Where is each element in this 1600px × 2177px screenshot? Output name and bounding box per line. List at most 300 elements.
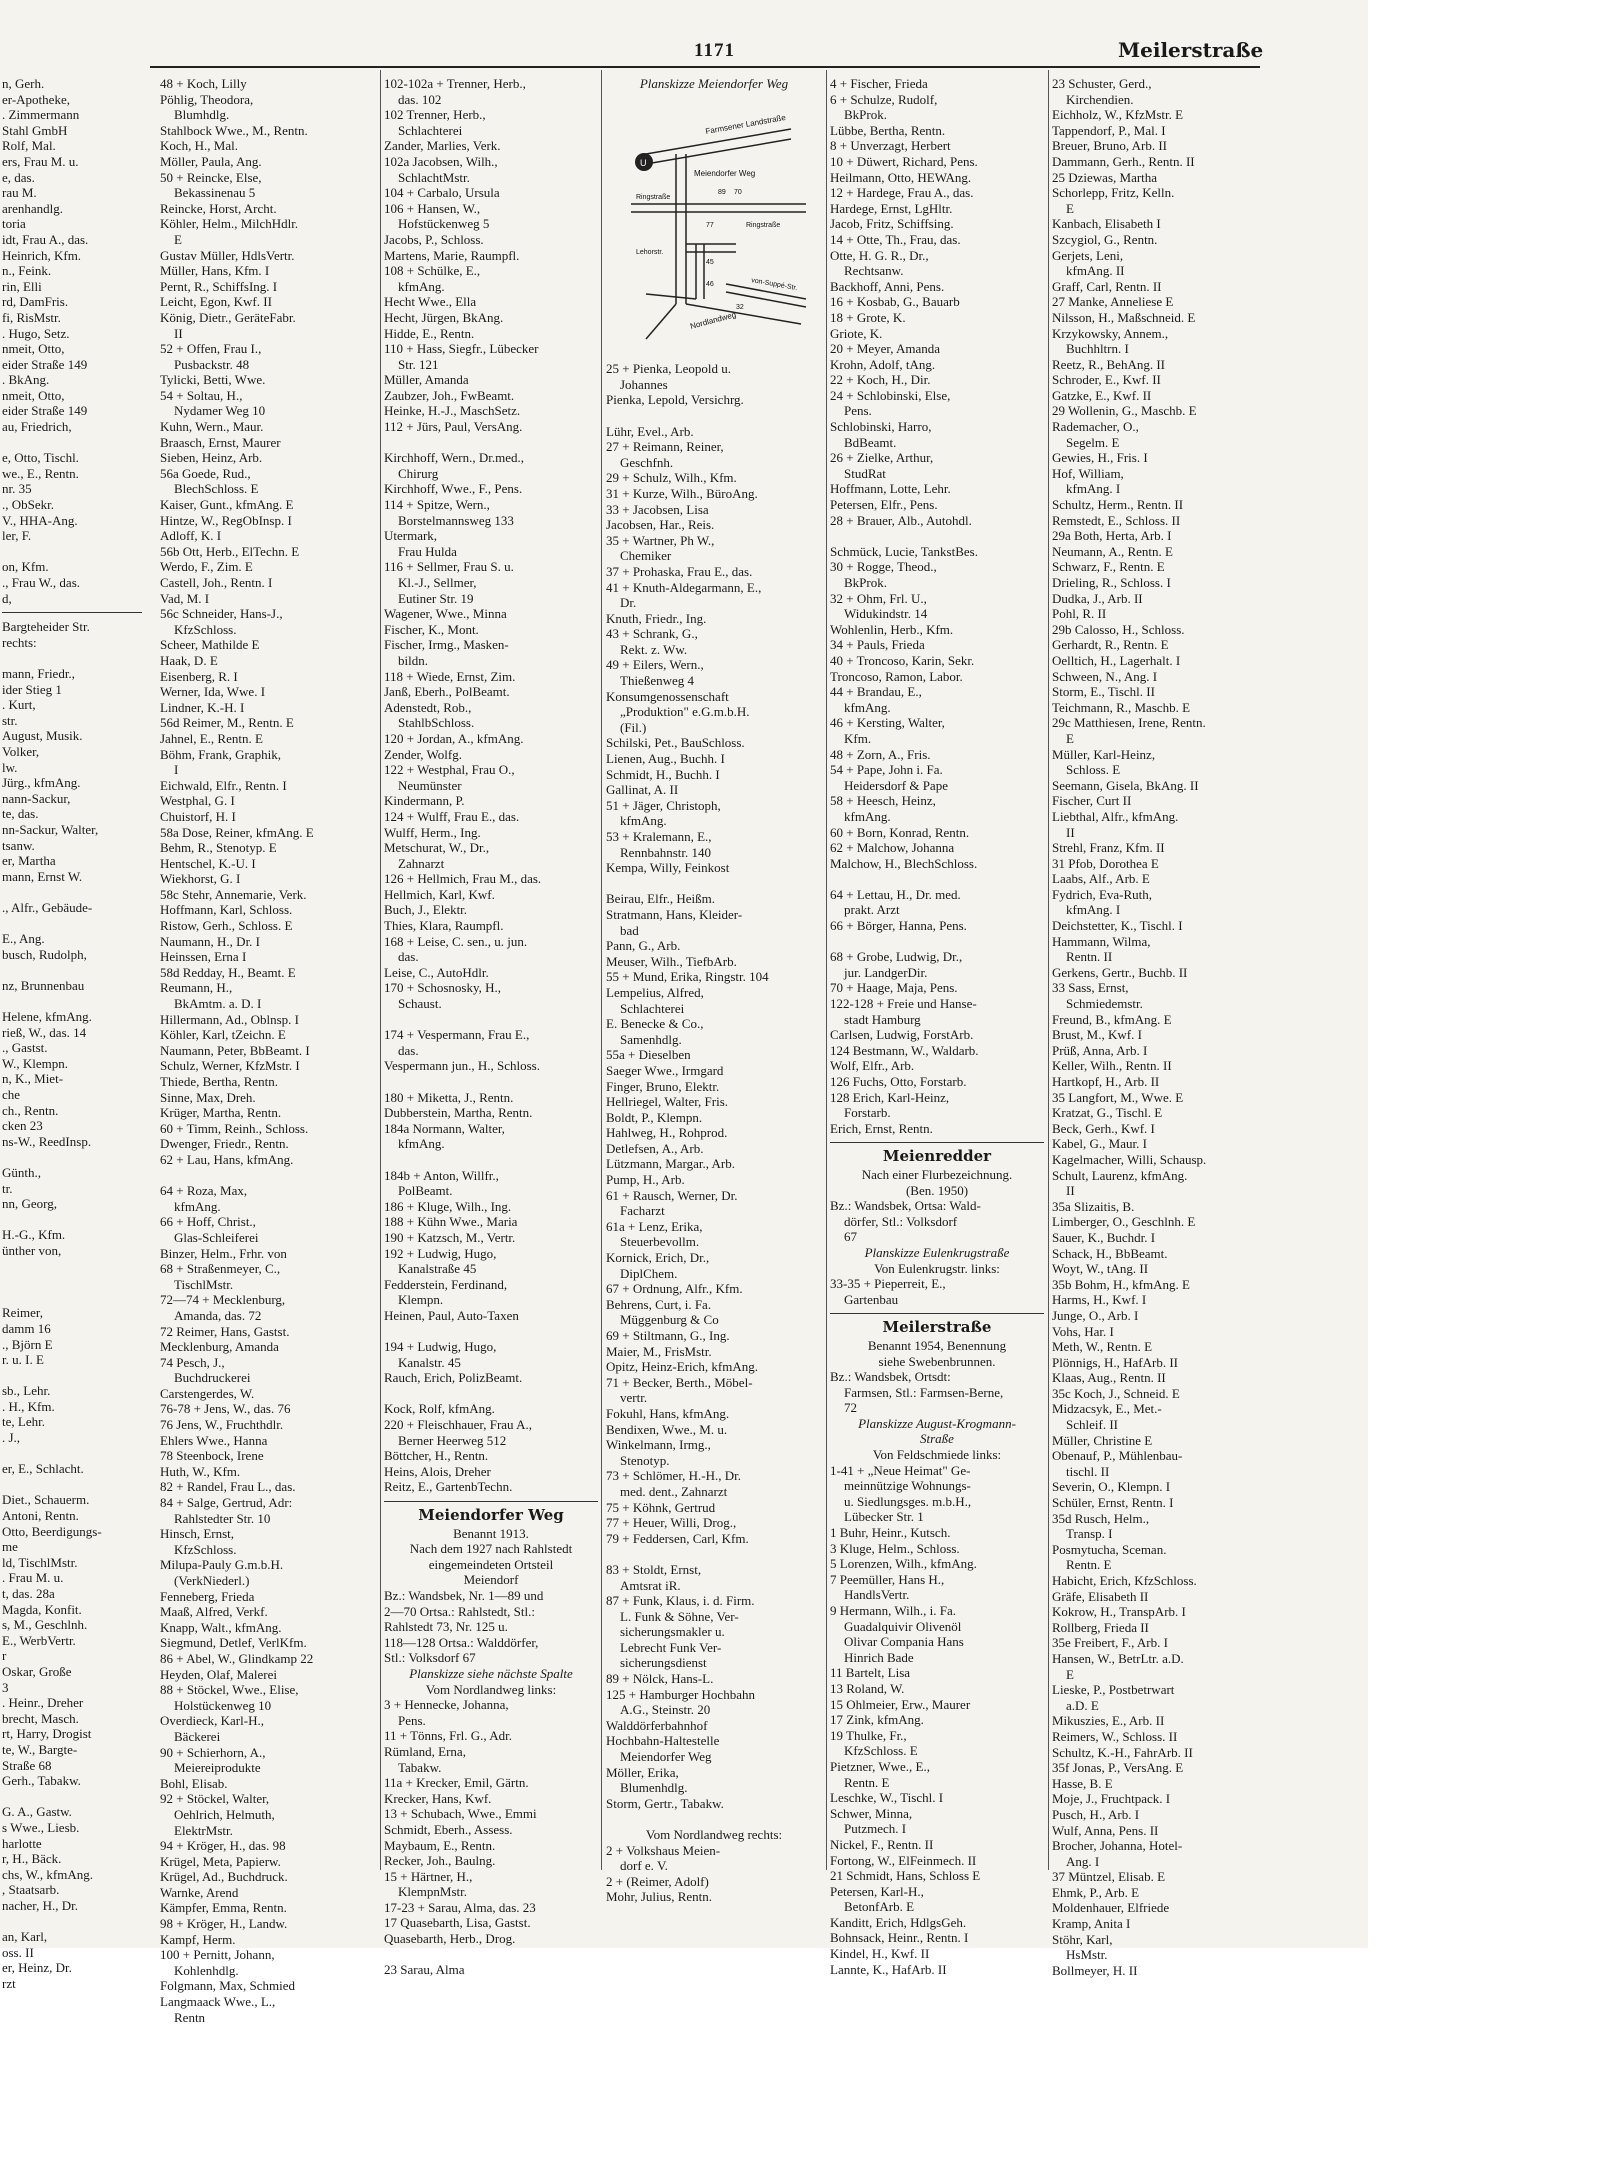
directory-entry: 54 + Soltau, H., [160, 387, 243, 403]
directory-entry: Rentn [174, 2009, 206, 2025]
directory-entry: 17 Zink, kfmAng. [830, 1712, 924, 1728]
map-label: 45 [706, 258, 714, 266]
directory-entry: Schloss. E [1066, 762, 1121, 778]
directory-entry: tischl. II [1066, 1463, 1110, 1479]
directory-entry: 29 Wollenin, G., Maschb. E [1052, 403, 1197, 419]
street-heading: Meienredder [882, 1147, 992, 1166]
directory-entry: Heinssen, Erna I [160, 949, 247, 965]
directory-entry [2, 435, 142, 451]
directory-entry: 188 + Kühn Wwe., Maria [384, 1214, 518, 1230]
directory-entry: 29a Both, Herta, Arb. I [1052, 528, 1172, 544]
directory-entry: 29b Calosso, H., Schloss. [1052, 621, 1185, 637]
directory-entry: ld, TischlMstr. [2, 1554, 78, 1570]
directory-entry: we., E., Rentn. [2, 465, 79, 481]
section-divider [830, 1313, 1044, 1314]
map-label: von-Suppé-Str. [750, 276, 798, 292]
directory-entry: 190 + Katzsch, M., Vertr. [384, 1229, 516, 1245]
directory-entry: Szcygiol, G., Rentn. [1052, 231, 1158, 247]
directory-entry: Schultz, K.-H., FahrArb. II [1052, 1744, 1193, 1760]
directory-entry: Bekassinenau 5 [174, 185, 256, 201]
directory-entry: 64 + Roza, Max, [160, 1183, 248, 1199]
map-label: Farmsener Landstraße [704, 112, 787, 136]
directory-entry: 75 + Köhnk, Gertrud [606, 1499, 716, 1515]
directory-entry: Reimers, W., Schloss. II [1052, 1728, 1178, 1744]
directory-entry: Overdieck, Karl-H., [160, 1713, 264, 1729]
directory-entry: rin, Elli [2, 278, 42, 294]
directory-entry: Zender, Wolfg. [384, 746, 462, 762]
directory-entry: Dammann, Gerh., Rentn. II [1052, 153, 1195, 169]
directory-entry: Stenotyp. [620, 1452, 670, 1468]
directory-entry: Gallinat, A. II [606, 782, 679, 798]
directory-entry: Chemiker [620, 548, 672, 564]
directory-entry: Pienka, Lepold, Versichrg. [606, 392, 744, 408]
directory-entry: Kock, Rolf, kfmAng. [384, 1401, 495, 1417]
directory-entry [2, 884, 142, 900]
directory-entry: 35d Rusch, Helm., [1052, 1510, 1150, 1526]
directory-entry: Eichwald, Elfr., Rentn. I [160, 777, 287, 793]
directory-entry: Facharzt [620, 1203, 665, 1219]
directory-entry: BkProk. [844, 575, 887, 590]
directory-entry: Jacob, Fritz, Schiffsing. [830, 216, 954, 232]
directory-entry: Heilmann, Otto, HEWAng. [830, 169, 972, 185]
directory-entry: sb., Lehr. [2, 1383, 51, 1399]
directory-entry: Thies, Klara, Raumpfl. [384, 918, 504, 934]
directory-entry: Strehl, Franz, Kfm. II [1052, 840, 1165, 856]
directory-entry: kfmAng. I [1066, 902, 1121, 918]
directory-entry: Gartenbau [844, 1291, 899, 1307]
directory-entry: Geschfnh. [620, 454, 674, 470]
directory-entry: ., Björn E [2, 1336, 53, 1352]
directory-entry: tsanw. [2, 837, 35, 853]
directory-entry: Möller, Paula, Ang. [160, 153, 262, 169]
directory-entry: Putzmech. I [844, 1821, 907, 1837]
directory-entry: 66 + Hoff, Christ., [160, 1214, 256, 1230]
directory-entry: Kuhn, Wern., Maur. [160, 419, 264, 435]
directory-entry: Fischer, Curt II [1052, 793, 1132, 809]
directory-entry: Amtsrat iR. [620, 1577, 681, 1593]
directory-entry: H.-G., Kfm. [2, 1227, 66, 1243]
directory-entry: Hecht, Jürgen, BkAng. [384, 309, 504, 325]
directory-entry: Bendixen, Wwe., M. u. [606, 1421, 728, 1437]
directory-entry: Binzer, Helm., Frhr. von [160, 1245, 287, 1261]
directory-entry: 98 + Kröger, H., Landw. [160, 1916, 288, 1932]
directory-entry: Vad, M. I [160, 590, 210, 606]
directory-entry: mann, Friedr., [2, 665, 75, 681]
directory-entry: TischlMstr. [174, 1276, 234, 1292]
directory-entry: 79 + Feddersen, Carl, Kfm. [606, 1530, 749, 1546]
directory-entry: kfmAng. I [1066, 481, 1121, 497]
directory-entry: dörfer, Stl.: Volksdorf [844, 1213, 958, 1229]
directory-entry: Wohlenlin, Herb., Kfm. [830, 621, 954, 637]
directory-entry: Ristow, Gerh., Schloss. E [160, 918, 293, 934]
directory-entry: Dr. [620, 595, 637, 611]
directory-entry: 48 + Zorn, A., Fris. [830, 746, 931, 762]
directory-entry: ., Gastst. [2, 1040, 48, 1056]
directory-entry: 40 + Troncoso, Karin, Sekr. [830, 652, 975, 668]
directory-entry: das. [398, 1042, 419, 1058]
directory-entry: ünther von, [2, 1242, 62, 1258]
directory-entry: 110 + Hass, Siegfr., Lübecker [384, 341, 539, 357]
directory-entry: Stratmann, Hans, Kleider- [606, 906, 743, 922]
directory-entry: 58c Stehr, Annemarie, Verk. [160, 886, 307, 902]
directory-entry: 72 Reimer, Hans, Gastst. [160, 1323, 290, 1339]
street-note: Benannt 1954, Benennung [867, 1337, 1007, 1353]
directory-entry: Lienen, Aug., Buchh. I [606, 751, 725, 767]
directory-entry: E [174, 231, 182, 247]
directory-entry: Schmück, Lucie, TankstBes. [830, 543, 978, 559]
directory-entry: Hillermann, Ad., Oblnsp. I [160, 1011, 300, 1027]
directory-entry: 186 + Kluge, Wilh., Ing. [384, 1198, 512, 1214]
directory-entry: 2 + (Reimer, Adolf) [606, 1873, 709, 1889]
directory-entry: 58a Dose, Reiner, kfmAng. E [160, 824, 314, 840]
street-note: Nach dem 1927 nach Rahlstedt [409, 1541, 573, 1557]
directory-entry: Jahnel, E., Rentn. E [160, 730, 263, 746]
directory-entry: Oskar, Große [2, 1663, 72, 1679]
directory-entry: Vespermann jun., H., Schloss. [384, 1058, 540, 1074]
directory-entry: 92 + Stöckel, Walter, [160, 1791, 270, 1807]
directory-entry: Schilski, Pet., BauSchloss. [606, 735, 745, 751]
directory-entry: 46 + Kersting, Walter, [830, 715, 945, 731]
directory-entry: Brust, M., Kwf. I [1052, 1027, 1142, 1043]
directory-entry: Limberger, O., Geschlnh. E [1052, 1214, 1196, 1230]
directory-entry: Krügel, Ad., Buchdruck. [160, 1869, 288, 1885]
directory-entry: Gräfe, Elisabeth II [1052, 1588, 1149, 1604]
directory-entry: Koch, H., Mal. [160, 138, 238, 154]
directory-entry: Köhler, Helm., MilchHdlr. [160, 216, 299, 232]
directory-entry: Reitz, E., GartenbTechn. [384, 1479, 513, 1495]
directory-entry: Lempelius, Alfred, [606, 984, 704, 1000]
directory-entry: Berner Heerweg 512 [398, 1432, 507, 1448]
directory-entry: KfzSchloss. [174, 1541, 237, 1557]
directory-entry: 33-35 + Pieperreit, E., [830, 1276, 946, 1292]
directory-entry: Johannes [620, 376, 668, 392]
directory-entry: Backhoff, Anni, Pens. [830, 278, 945, 294]
directory-entry: Rentn. E [1066, 1557, 1112, 1573]
directory-entry: Kagelmacher, Willi, Schausp. [1052, 1151, 1207, 1167]
directory-entry: Meth, W., Rentn. E [1052, 1339, 1153, 1355]
directory-entry: Troncoso, Ramon, Labor. [830, 668, 963, 684]
directory-entry: Ehlers Wwe., Hanna [160, 1432, 268, 1448]
directory-entry: Scheer, Mathilde E [160, 637, 260, 653]
directory-entry: dorf e. V. [620, 1858, 668, 1874]
directory-entry: s Wwe., Liesb. [2, 1819, 80, 1835]
directory-entry: 116 + Sellmer, Frau S. u. [384, 559, 514, 575]
directory-entry: Stöhr, Karl, [1052, 1931, 1113, 1947]
directory-entry: Kanditt, Erich, HdlgsGeh. [830, 1914, 967, 1930]
directory-entry: Laabs, Alf., Arb. E [1052, 871, 1150, 887]
directory-entry: Gerkens, Gertr., Buchb. II [1052, 964, 1188, 980]
directory-entry [2, 1259, 142, 1275]
directory-entry: Braasch, Ernst, Maurer [160, 434, 281, 450]
directory-entry: Lebrecht Funk Ver- [620, 1639, 722, 1655]
directory-entry: Heinrich, Kfm. [2, 247, 82, 263]
directory-entry: Meuser, Wilh., TiefbArb. [606, 953, 737, 969]
directory-entry: 2 + Volkshaus Meien- [606, 1842, 721, 1858]
directory-entry: Böhm, Frank, Graphik, [160, 746, 281, 762]
directory-entry: 9 Hermann, Wilh., i. Fa. [830, 1603, 956, 1618]
directory-entry: Lieske, P., Postbetrwart [1052, 1682, 1175, 1698]
directory-entry: 94 + Kröger, H., das. 98 [160, 1838, 286, 1854]
street-note: Von Eulenkrugstr. links: [874, 1260, 1000, 1276]
directory-entry: Thiede, Bertha, Rentn. [160, 1074, 279, 1089]
directory-entry: Kempa, Willy, Feinkost [606, 860, 730, 876]
directory-entry [606, 408, 822, 424]
plan-note: Planskizze Eulenkrugstraße [864, 1244, 1010, 1260]
directory-entry: SchlachtMstr. [398, 169, 470, 185]
directory-entry: 21 Schmidt, Hans, Schloss E [830, 1868, 981, 1884]
directory-entry: W., Klempn. [2, 1055, 68, 1071]
directory-entry [2, 1477, 142, 1493]
directory-entry: Lühr, Evel., Arb. [606, 423, 694, 439]
directory-entry: 24 + Schlobinski, Else, [830, 387, 951, 403]
map-label: 89 [718, 188, 726, 196]
directory-entry: 66 + Börger, Hanna, Pens. [830, 918, 967, 934]
directory-entry: s, M., Geschlnh. [2, 1617, 88, 1633]
directory-entry: t, das. 28a [2, 1586, 55, 1601]
directory-entry: 6 + Schulze, Rudolf, [830, 91, 938, 107]
map-title: Planskizze Meiendorfer Weg [639, 76, 789, 91]
directory-entry: Tylicki, Betti, Wwe. [160, 372, 266, 388]
directory-entry: Reimer, [2, 1305, 43, 1321]
directory-entry: Magda, Konfit. [2, 1601, 82, 1617]
directory-entry: 12 + Hardege, Frau A., das. [830, 185, 974, 201]
directory-entry: Fischer, Irmg., Masken- [384, 637, 509, 653]
directory-entry: Schwarz, F., Rentn. E [1052, 559, 1165, 575]
directory-entry [2, 993, 142, 1009]
directory-entry: 58 + Heesch, Heinz, [830, 793, 936, 809]
directory-entry: 64 + Lettau, H., Dr. med. [830, 886, 961, 902]
directory-entry: 168 + Leise, C. sen., u. jun. [384, 933, 528, 949]
directory-entry: 56d Reimer, M., Rentn. E [160, 715, 294, 731]
directory-entry: Fydrich, Eva-Ruth, [1052, 886, 1153, 902]
directory-entry: Forstarb. [844, 1105, 891, 1121]
directory-entry: nmeit, Otto, [2, 341, 65, 357]
map-label: Ringstraße [746, 221, 781, 229]
directory-entry: Farmsen, Stl.: Farmsen-Berne, [844, 1384, 1004, 1400]
directory-entry: 56c Schneider, Hans-J., [160, 606, 283, 622]
directory-entry: . Frau M. u. [2, 1570, 64, 1586]
directory-entry [830, 871, 1044, 887]
directory-entry: ers, Frau M. u. [2, 153, 79, 169]
directory-entry: 56b Ott, Herb., ElTechn. E [160, 543, 300, 559]
directory-entry [384, 1947, 598, 1963]
directory-entry: n, Gerh. [2, 76, 45, 91]
directory-entry: Utermark, [384, 528, 438, 544]
directory-entry: 22 + Koch, H., Dir. [830, 372, 931, 388]
directory-entry: eider Straße 149 [2, 356, 88, 372]
directory-entry: Hintze, W., RegObInsp. I [160, 512, 292, 528]
directory-entry: Maybaum, E., Rentn. [384, 1837, 496, 1853]
directory-entry: Winkelmann, Irmg., [606, 1437, 711, 1453]
directory-entry: BdBeamt. [844, 434, 897, 450]
directory-entry: Neumünster [398, 777, 462, 793]
directory-entry: 4 + Fischer, Frieda [830, 76, 928, 91]
directory-entry: 55 + Mund, Erika, Ringstr. 104 [606, 969, 769, 985]
directory-entry: er, E., Schlacht. [2, 1461, 84, 1477]
directory-entry: II [1066, 824, 1075, 840]
directory-entry: Keller, Wilh., Rentn. II [1052, 1058, 1172, 1074]
directory-entry: Ang. I [1066, 1853, 1100, 1869]
directory-entry: er-Apotheke, [2, 91, 70, 107]
directory-entry: 124 Bestmann, W., Waldarb. [830, 1042, 979, 1058]
directory-entry: 11 + Tönns, Frl. G., Adr. [384, 1728, 512, 1744]
directory-entry: Sinne, Max, Dreh. [160, 1089, 256, 1105]
directory-entry: 68 + Grobe, Ludwig, Dr., [830, 949, 963, 965]
directory-entry: E [1066, 1666, 1074, 1682]
directory-entry: 194 + Ludwig, Hugo, [384, 1339, 497, 1355]
directory-entry: Knapp, Walt., kfmAng. [160, 1619, 282, 1635]
directory-entry: Heinen, Paul, Auto-Taxen [384, 1307, 519, 1323]
directory-entry: Möller, Erika, [606, 1764, 679, 1780]
directory-entry: Bohnsack, Heinr., Rentn. I [830, 1930, 969, 1946]
directory-entry: BlechSchloss. E [174, 481, 259, 497]
directory-entry: Hellmich, Karl, Kwf. [384, 886, 495, 902]
directory-entry: idt, Frau A., das. [2, 231, 89, 247]
directory-entry: 62 + Malchow, Johanna [830, 840, 955, 856]
directory-entry: E [1066, 200, 1074, 216]
directory-entry: 15 + Härtner, H., [384, 1868, 473, 1884]
directory-entry: Boldt, P., Klempn. [606, 1109, 703, 1125]
directory-entry: Müggenburg & Co [620, 1312, 719, 1328]
directory-entry: str. [2, 712, 18, 728]
directory-entry: Hartkopf, H., Arb. II [1052, 1074, 1160, 1089]
directory-entry: r. u. I. E [2, 1352, 44, 1368]
directory-entry: Fedderstein, Ferdinand, [384, 1276, 508, 1292]
directory-entry [384, 1012, 598, 1028]
directory-entry: . Zimmermann [2, 107, 80, 123]
directory-entry [606, 1811, 822, 1827]
directory-entry: Pohl, R. II [1052, 606, 1107, 622]
directory-entry: Kämpfer, Emma, Rentn. [160, 1900, 287, 1916]
directory-entry: 35a Slizaitis, B. [1052, 1198, 1135, 1214]
directory-entry: Widukindstr. 14 [844, 606, 928, 622]
directory-entry: Straße 68 [2, 1757, 52, 1773]
directory-entry: bildn. [398, 652, 428, 668]
directory-entry: Prüß, Anna, Arb. I [1052, 1042, 1148, 1058]
directory-entry: Konsumgenossenschaft [606, 688, 729, 704]
directory-entry: Maaß, Alfred, Verkf. [160, 1604, 268, 1620]
directory-entry: Hardege, Ernst, LgHltr. [830, 200, 953, 216]
directory-entry: Detlefsen, A., Arb. [606, 1140, 704, 1156]
directory-entry: Eichholz, W., KfzMstr. E [1052, 107, 1184, 123]
directory-entry: Müller, Amanda [384, 372, 469, 388]
directory-entry: 13 Roland, W. [830, 1680, 905, 1696]
directory-entry: Schultz, Herm., Rentn. II [1052, 497, 1184, 513]
directory-entry: (VerkNiederl.) [174, 1573, 250, 1588]
directory-entry: Warnke, Arend [160, 1884, 239, 1900]
directory-entry: Behm, R., Stenotyp. E [160, 840, 277, 856]
directory-entry: Nickel, F., Rentn. II [830, 1836, 934, 1852]
directory-entry: Dubberstein, Martha, Rentn. [384, 1105, 533, 1121]
directory-entry: 17-23 + Sarau, Alma, das. 23 [384, 1899, 536, 1915]
directory-entry: Stl.: Volksdorf 67 [384, 1650, 476, 1666]
directory-entry: Seemann, Gisela, BkAng. II [1052, 777, 1199, 793]
directory-entry: Bäckerei [174, 1728, 221, 1744]
map-road [646, 139, 791, 164]
directory-entry: damm 16 [2, 1320, 51, 1336]
directory-entry: . H., Kfm. [2, 1398, 55, 1414]
map-label: 77 [706, 221, 714, 229]
directory-entry: Oelltich, H., Lagerhalt. I [1052, 652, 1181, 668]
directory-entry: 76-78 + Jens, W., das. 76 [160, 1401, 291, 1417]
directory-entry: . Kurt, [2, 697, 36, 713]
directory-entry: brecht, Masch. [2, 1710, 79, 1726]
directory-entry: E [1066, 730, 1074, 746]
directory-entry: Plönnigs, H., HafArb. II [1052, 1354, 1179, 1370]
directory-entry: bad [620, 922, 639, 938]
directory-entry: Hammann, Wilma, [1052, 933, 1151, 949]
directory-entry: nr. 35 [2, 481, 32, 497]
directory-entry: Schween, N., Ang. I [1052, 668, 1158, 684]
directory-entry: 102-102a + Trenner, Herb., [384, 76, 526, 91]
directory-entry: Müller, Hans, Kfm. I [160, 263, 270, 279]
directory-entry: Liebthal, Alfr., kfmAng. [1052, 808, 1179, 824]
directory-entry: Naumann, Peter, BbBeamt. I [160, 1042, 310, 1058]
directory-entry: Pernt, R., SchiffsIng. I [160, 278, 278, 294]
directory-entry: Thießenweg 4 [620, 673, 695, 689]
directory-entry: Finger, Bruno, Elektr. [606, 1078, 720, 1094]
directory-entry: 2—70 Ortsa.: Rahlstedt, Stl.: [384, 1603, 535, 1619]
street-note: Vom Nordlandweg links: [425, 1681, 557, 1697]
directory-entry: 11 Bartelt, Lisa [830, 1665, 911, 1681]
directory-entry: Leschke, W., Tischl. I [830, 1790, 944, 1806]
directory-entry: 1 Buhr, Heinr., Kutsch. [830, 1525, 951, 1541]
directory-entry: Hahlweg, H., Rohprod. [606, 1125, 728, 1141]
directory-entry: Drieling, R., Schloss. I [1052, 575, 1171, 590]
directory-entry: Krzykowsky, Annem., [1052, 325, 1169, 341]
directory-entry: Hinrich Bade [844, 1649, 914, 1665]
directory-entry: oss. II [2, 1944, 34, 1960]
directory-entry: stadt Hamburg [844, 1011, 921, 1027]
directory-entry: Janß, Eberh., PolBeamt. [384, 684, 510, 700]
directory-entry: Mecklenburg, Amanda [160, 1339, 279, 1355]
directory-entry: Hidde, E., Rentn. [384, 325, 475, 341]
section-divider [830, 1142, 1044, 1143]
directory-entry: 37 + Prohaska, Frau E., das. [606, 563, 753, 579]
directory-entry: Hochbahn-Haltestelle [606, 1733, 720, 1749]
directory-entry: Bz.: Wandsbek, Ortsdt: [830, 1369, 951, 1385]
directory-entry: Krüger, Martha, Rentn. [160, 1105, 282, 1121]
directory-entry: Wolf, Elfr., Arb. [830, 1058, 915, 1074]
directory-entry: Kindermann, P. [384, 793, 465, 809]
directory-entry: Kaiser, Gunt., kfmAng. E [160, 497, 294, 513]
directory-entry: Carstengerdes, W. [160, 1385, 255, 1401]
directory-entry: Lübecker Str. 1 [844, 1509, 924, 1525]
directory-entry: 122-128 + Freie und Hanse- [830, 996, 977, 1012]
directory-entry [2, 1368, 142, 1384]
directory-entry: 5 Lorenzen, Wilh., kfmAng. [830, 1556, 977, 1572]
directory-entry: Segelm. E [1066, 434, 1120, 450]
directory-entry: Schleif. II [1066, 1417, 1118, 1433]
directory-entry: Rekt. z. Ww. [620, 641, 688, 657]
directory-entry [2, 1212, 142, 1228]
directory-entry: te, Lehr. [2, 1414, 45, 1430]
directory-entry: Martens, Marie, Raumpfl. [384, 247, 520, 263]
directory-entry: KlempnMstr. [398, 1884, 467, 1900]
directory-entry [830, 934, 1044, 950]
directory-entry: Buchdruckerei [174, 1370, 251, 1386]
directory-entry: Rentn. II [1066, 949, 1113, 965]
directory-entry: 53 + Kralemann, E., [606, 829, 712, 844]
directory-entry: Pens. [398, 1712, 426, 1728]
directory-entry: Schult, Laurenz, kfmAng. [1052, 1167, 1188, 1183]
directory-entry: Harms, H., Kwf. I [1052, 1292, 1147, 1308]
directory-entry: Rolf, Mal. [2, 138, 56, 154]
directory-entry: fi, RisMstr. [2, 309, 61, 325]
directory-entry: 174 + Vespermann, Frau E., [384, 1027, 530, 1043]
header-rule [150, 66, 1260, 68]
directory-entry: chs, W., kfmAng. [2, 1866, 93, 1882]
